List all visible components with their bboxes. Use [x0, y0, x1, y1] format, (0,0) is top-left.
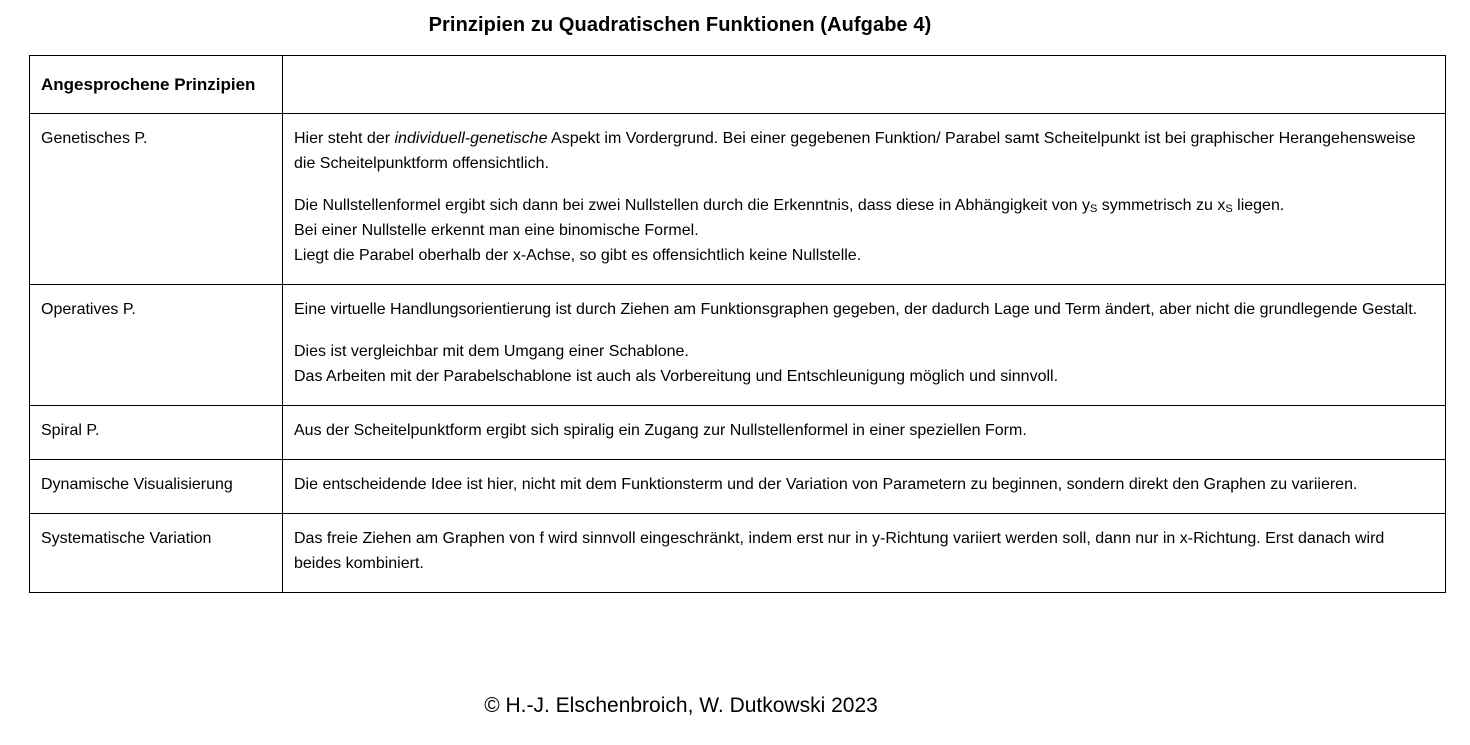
- table-row-systematic: [30, 514, 1446, 593]
- principle-description-spiral: [283, 406, 1446, 460]
- header-description: [283, 56, 1446, 114]
- principles-table: [29, 55, 1446, 593]
- principle-name-systematic: Systematische Variation: [30, 514, 283, 593]
- operative-p2-line-1: Dies ist vergleichbar mit dem Umgang einer Schablone.: [294, 343, 689, 360]
- genetic-p2-sub-1: S: [1089, 203, 1098, 215]
- principle-name-operative: Operatives P.: [30, 285, 283, 406]
- operative-paragraph-2: [294, 339, 1434, 389]
- document-title: Prinzipien zu Quadratischen Funktionen (Aufgabe 4): [428, 14, 932, 36]
- genetic-paragraph-1: [294, 126, 1434, 176]
- genetic-p2-line-2: Bei einer Nullstelle erkennt man eine binomische Formel.: [294, 222, 699, 239]
- genetic-p2-line-3: Liegt die Parabel oberhalb der x-Achse, so gibt es offensichtlich keine Nullstelle.: [294, 247, 862, 264]
- systematic-paragraph-1: Das freie Ziehen am Graphen von f wird sinnvoll eingeschränkt, indem erst nur in y-Richtung variiert werden soll, dann nur in x-Richtung. Erst danach wird beides kombiniert.: [294, 530, 1385, 572]
- principle-description-genetic: [283, 114, 1446, 285]
- genetic-p2-b: symmetrisch zu x: [1097, 197, 1226, 214]
- principle-description-dynamic: [283, 460, 1446, 514]
- principle-name-spiral: Spiral P.: [30, 406, 283, 460]
- genetic-p1-after: Aspekt im Vordergrund. Bei einer gegebenen Funktion/ Parabel samt Scheitelpunkt ist bei graphischer Herangehensweise die Scheitelpunktform offensichtlich.: [294, 130, 1416, 172]
- table-row-dynamic: [30, 460, 1446, 514]
- operative-p2-line-2: Das Arbeiten mit der Parabelschablone ist auch als Vorbereitung und Entschleunigung möglich und sinnvoll.: [294, 368, 1059, 385]
- principle-description-operative: [283, 285, 1446, 406]
- principle-name-genetic: Genetisches P.: [30, 114, 283, 285]
- principle-name-dynamic: Dynamische Visualisierung: [30, 460, 283, 514]
- dynamic-paragraph-1: Die entscheidende Idee ist hier, nicht mit dem Funktionsterm und der Variation von Parametern zu beginnen, sondern direkt den Graphen zu variieren.: [294, 476, 1358, 493]
- header-principles: Angesprochene Prinzipien: [30, 56, 283, 114]
- genetic-p2-c: liegen.: [1232, 197, 1285, 214]
- table-header-row: [30, 56, 1446, 114]
- genetic-paragraph-2: [294, 193, 1434, 268]
- genetic-p2-sub-2: S: [1225, 203, 1233, 215]
- spiral-paragraph-1: Aus der Scheitelpunktform ergibt sich spiralig ein Zugang zur Nullstellenformel in einer speziellen Form.: [294, 422, 1027, 439]
- principle-description-systematic: [283, 514, 1446, 593]
- operative-paragraph-1: Eine virtuelle Handlungsorientierung ist durch Ziehen am Funktionsgraphen gegeben, der dadurch Lage und Term ändert, aber nicht die grundlegende Gestalt.: [294, 301, 1418, 318]
- table-row-spiral: [30, 406, 1446, 460]
- genetic-p2-a: Die Nullstellenformel ergibt sich dann bei zwei Nullstellen durch die Erkenntnis, dass diese in Abhängigkeit von y: [294, 197, 1090, 214]
- genetic-p1-before: Hier steht der: [294, 130, 395, 147]
- table-row-operative: [30, 285, 1446, 406]
- table-row-genetic: [30, 114, 1446, 285]
- copyright-footer: © H.-J. Elschenbroich, W. Dutkowski 2023: [484, 694, 878, 717]
- genetic-p1-emphasis: individuell-genetische: [394, 130, 548, 147]
- genetic-p2-line-1: [294, 193, 1434, 218]
